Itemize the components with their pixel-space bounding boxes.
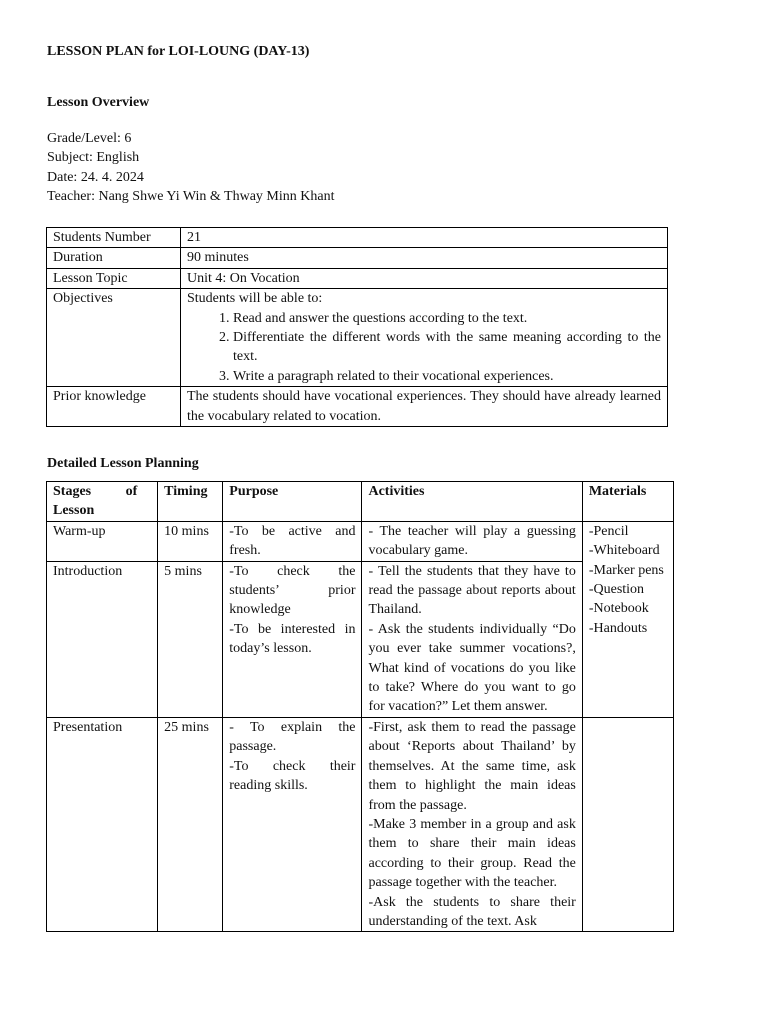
purpose-item: -To check the students’ prior knowledge <box>229 563 356 618</box>
materials-empty <box>582 717 673 931</box>
table-row <box>47 717 674 931</box>
activity-item: - Tell the students that they have to read the passage about reports about Thailand. <box>368 563 576 618</box>
prior-knowledge-label: Prior knowledge <box>47 387 181 427</box>
activity-item: - Ask the students individually “Do you ever take summer vocations?, What kind of vocations do you like to take? Where do you want to go for vacation?” Let them answer. <box>368 621 576 715</box>
table-row <box>47 521 674 561</box>
objectives-label: Objectives <box>47 289 181 387</box>
detailed-planning-heading: Detailed Lesson Planning <box>47 456 199 471</box>
table-row <box>47 248 668 268</box>
activities-introduction <box>362 561 582 717</box>
purpose-item: -To be active and fresh. <box>229 523 356 559</box>
lesson-info-table <box>46 227 668 427</box>
teacher: Teacher: Nang Shwe Yi Win & Thway Minn Khant <box>47 189 335 205</box>
students-number-label: Students Number <box>47 228 181 248</box>
table-row <box>47 228 668 248</box>
objectives-intro: Students will be able to: <box>187 291 323 307</box>
purpose-header: Purpose <box>223 482 362 522</box>
activity-item: -First, ask them to read the passage about ‘Reports about Thailand’ by themselves. At the same time, ask them to highlight the main ideas from the passage. <box>368 719 576 813</box>
table-row <box>47 289 668 387</box>
timing-presentation: 25 mins <box>158 717 223 931</box>
timing-warmup: 10 mins <box>158 521 223 561</box>
materials-list <box>582 521 673 717</box>
document-title: LESSON PLAN for LOI-LOUNG (DAY-13) <box>47 44 310 59</box>
stage-warmup: Warm-up <box>47 521 158 561</box>
duration-value: 90 minutes <box>181 248 668 268</box>
date: Date: 24. 4. 2024 <box>47 169 144 185</box>
table-row <box>47 387 668 427</box>
material-item: -Question <box>588 582 645 598</box>
duration-label: Duration <box>47 248 181 268</box>
stage-introduction: Introduction <box>47 561 158 717</box>
material-item: -Handouts <box>588 620 648 636</box>
material-item: -Pencil <box>588 523 629 539</box>
activities-warmup <box>362 521 582 561</box>
purpose-item: -To be interested in today’s lesson. <box>229 621 356 657</box>
materials-header: Materials <box>582 482 673 522</box>
material-item: -Marker pens <box>588 562 664 578</box>
list-item: 3. Write a paragraph related to their vocational experiences. <box>233 367 661 386</box>
stages-header-line2: Lesson <box>53 503 95 519</box>
stages-header-line1: Stages of <box>53 484 138 499</box>
activity-item: -Make 3 member in a group and ask them to share their main ideas according to their group. Read the passage together with the teacher. <box>368 816 576 891</box>
timing-introduction: 5 mins <box>158 561 223 717</box>
lesson-topic-label: Lesson Topic <box>47 268 181 288</box>
timing-header: Timing <box>158 482 223 522</box>
list-item: 1. Read and answer the questions according to the text. <box>233 309 661 328</box>
stages-header <box>47 482 158 522</box>
activity-item: -Ask the students to share their understanding of the text. Ask <box>368 894 576 929</box>
lesson-overview-heading: Lesson Overview <box>47 95 150 110</box>
objectives-list <box>187 309 661 387</box>
activity-item: - The teacher will play a guessing vocabulary game. <box>368 523 576 559</box>
students-number-value: 21 <box>181 228 668 248</box>
list-item: 2. Differentiate the different words with the same meaning according to the text. <box>233 328 661 367</box>
subject: Subject: English <box>47 150 140 166</box>
material-item: -Whiteboard <box>588 543 660 559</box>
activities-header: Activities <box>362 482 582 522</box>
lesson-overview <box>47 129 334 207</box>
table-header-row <box>47 482 674 522</box>
objectives-value <box>181 289 668 387</box>
purpose-introduction <box>223 561 362 717</box>
lesson-planning-table <box>46 481 674 932</box>
stage-presentation: Presentation <box>47 717 158 931</box>
prior-knowledge-value: The students should have vocational experiences. They should have already learned the vocabulary related to vocation. <box>181 387 668 427</box>
material-item: -Notebook <box>588 601 649 617</box>
table-row <box>47 268 668 288</box>
purpose-presentation <box>223 717 362 931</box>
lesson-topic-value: Unit 4: On Vocation <box>181 268 668 288</box>
purpose-item: -To check their reading skills. <box>229 758 356 794</box>
activities-presentation <box>362 717 582 931</box>
table-row <box>47 561 674 717</box>
purpose-warmup <box>223 521 362 561</box>
grade-level: Grade/Level: 6 <box>47 131 132 146</box>
purpose-item: - To explain the passage. <box>229 719 356 755</box>
